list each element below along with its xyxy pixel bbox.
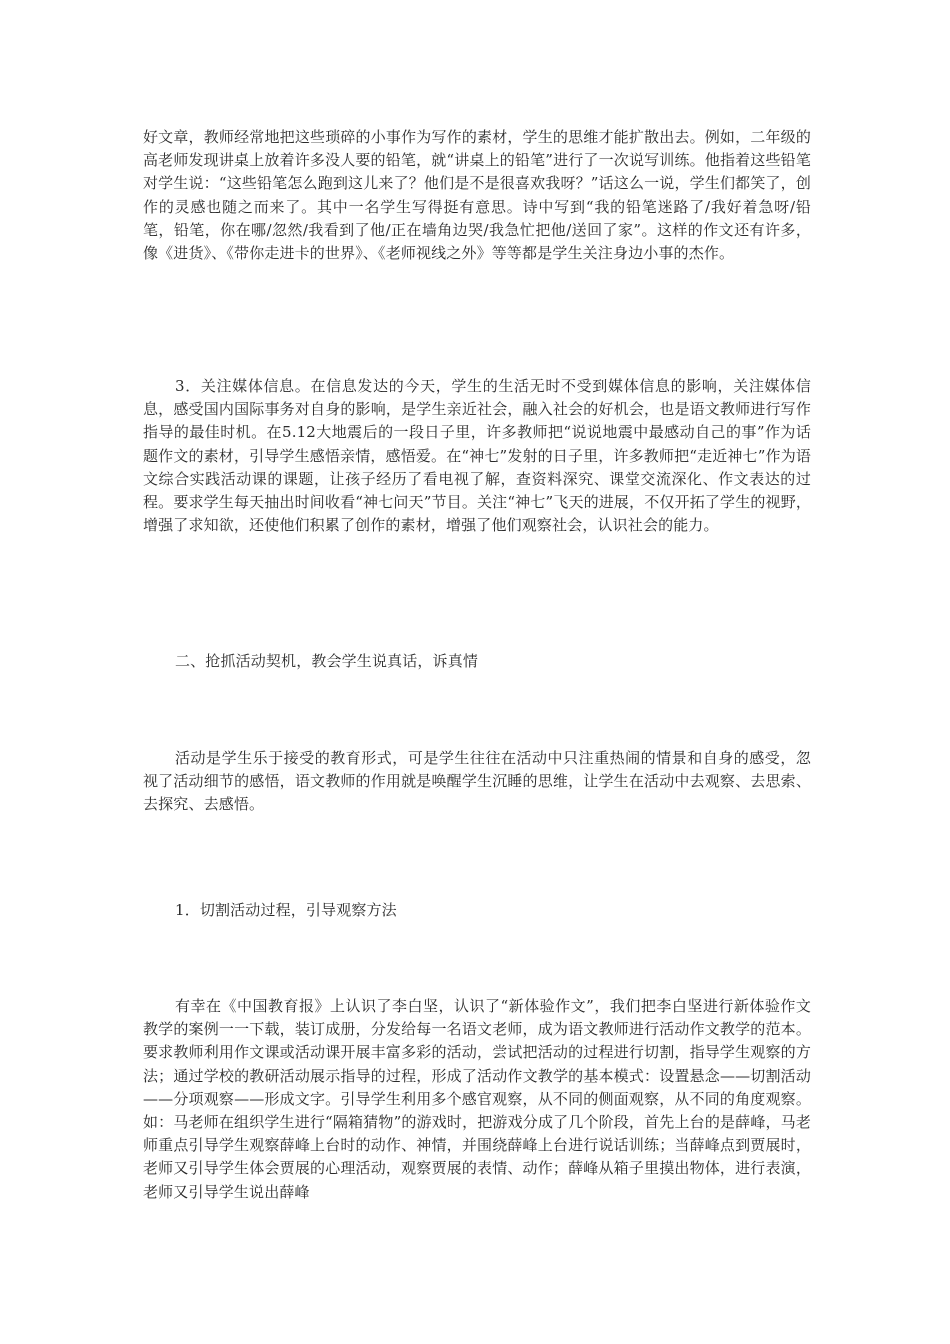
paragraph-small-things: 好文章，教师经常地把这些琐碎的小事作为写作的素材，学生的思维才能扩散出去。例如，二年级的高老师发现讲桌上放着许多没人要的铅笔，就“讲桌上的铅笔”进行了一次说写训练。他指着这些铅笔对学生说：“这些铅笔怎么跑到这儿来了？他们是不是很喜欢我呀？”话这么一说，学生们都笑了，创作的灵感也随之而来了。其中一名学生写得挺有意思。诗中写到“我的铅笔迷路了/我好着急呀/铅笔，铅笔，你在哪/忽然/我看到了他/正在墙角边哭/我急忙把他/送回了家”。这样的作文还有许多，像《进货》、《带你走进卡的世界》、《老师视线之外》等等都是学生关注身边小事的杰作。	[143, 128, 811, 263]
paragraph-activities-intro: 活动是学生乐于接受的教育形式，可是学生往往在活动中只注重热闹的情景和自身的感受，忽视了活动细节的感悟，语文教师的作用就是唤醒学生沉睡的思维，让学生在活动中去观察、去思索、去探究、去感悟。	[143, 749, 811, 814]
section-heading-activities: 二、抢抓活动契机，教会学生说真话，诉真情	[175, 652, 479, 670]
subheading-cut-activity: 1．切割活动过程，引导观察方法	[175, 901, 397, 919]
paragraph-new-experience-writing: 有幸在《中国教育报》上认识了李白坚，认识了“新体验作文”，我们把李白坚进行新体验作文教学的案例一一下载，装订成册，分发给每一名语文老师，成为语文教师进行活动作文教学的范本。要求教师利用作文课或活动课开展丰富多彩的活动，尝试把活动的过程进行切割，指导学生观察的方法；通过学校的教研活动展示指导的过程，形成了活动作文教学的基本模式：设置悬念——切割活动——分项观察——形成文字。引导学生利用多个感官观察，从不同的侧面观察，从不同的角度观察。如：马老师在组织学生进行“隔箱猜物”的游戏时，把游戏分成了几个阶段，首先上台的是薛峰，马老师重点引导学生观察薛峰上台时的动作、神情，并围绕薛峰上台进行说话训练；当薛峰点到贾展时，老师又引导学生体会贾展的心理活动，观察贾展的表情、动作；薛峰从箱子里摸出物体，进行表演，老师又引导学生说出薛峰	[143, 997, 811, 1201]
paragraph-media-info: 3．关注媒体信息。在信息发达的今天，学生的生活无时不受到媒体信息的影响，关注媒体信息，感受国内国际事务对自身的影响，是学生亲近社会，融入社会的好机会，也是语文教师进行写作指导的最佳时机。在5.12大地震后的一段日子里，许多教师把“说说地震中最感动自己的事”作为话题作文的素材，引导学生感悟亲情，感悟爱。在“神七”发射的日子里，许多教师把“走近神七”作为语文综合实践活动课的课题，让孩子经历了看电视了解，查资料深究、课堂交流深化、作文表达的过程。要求学生每天抽出时间收看“神七问天”节目。关注“神七”飞天的进展，不仅开拓了学生的视野，增强了求知欲，还使他们积累了创作的素材，增强了他们观察社会，认识社会的能力。	[143, 377, 811, 535]
